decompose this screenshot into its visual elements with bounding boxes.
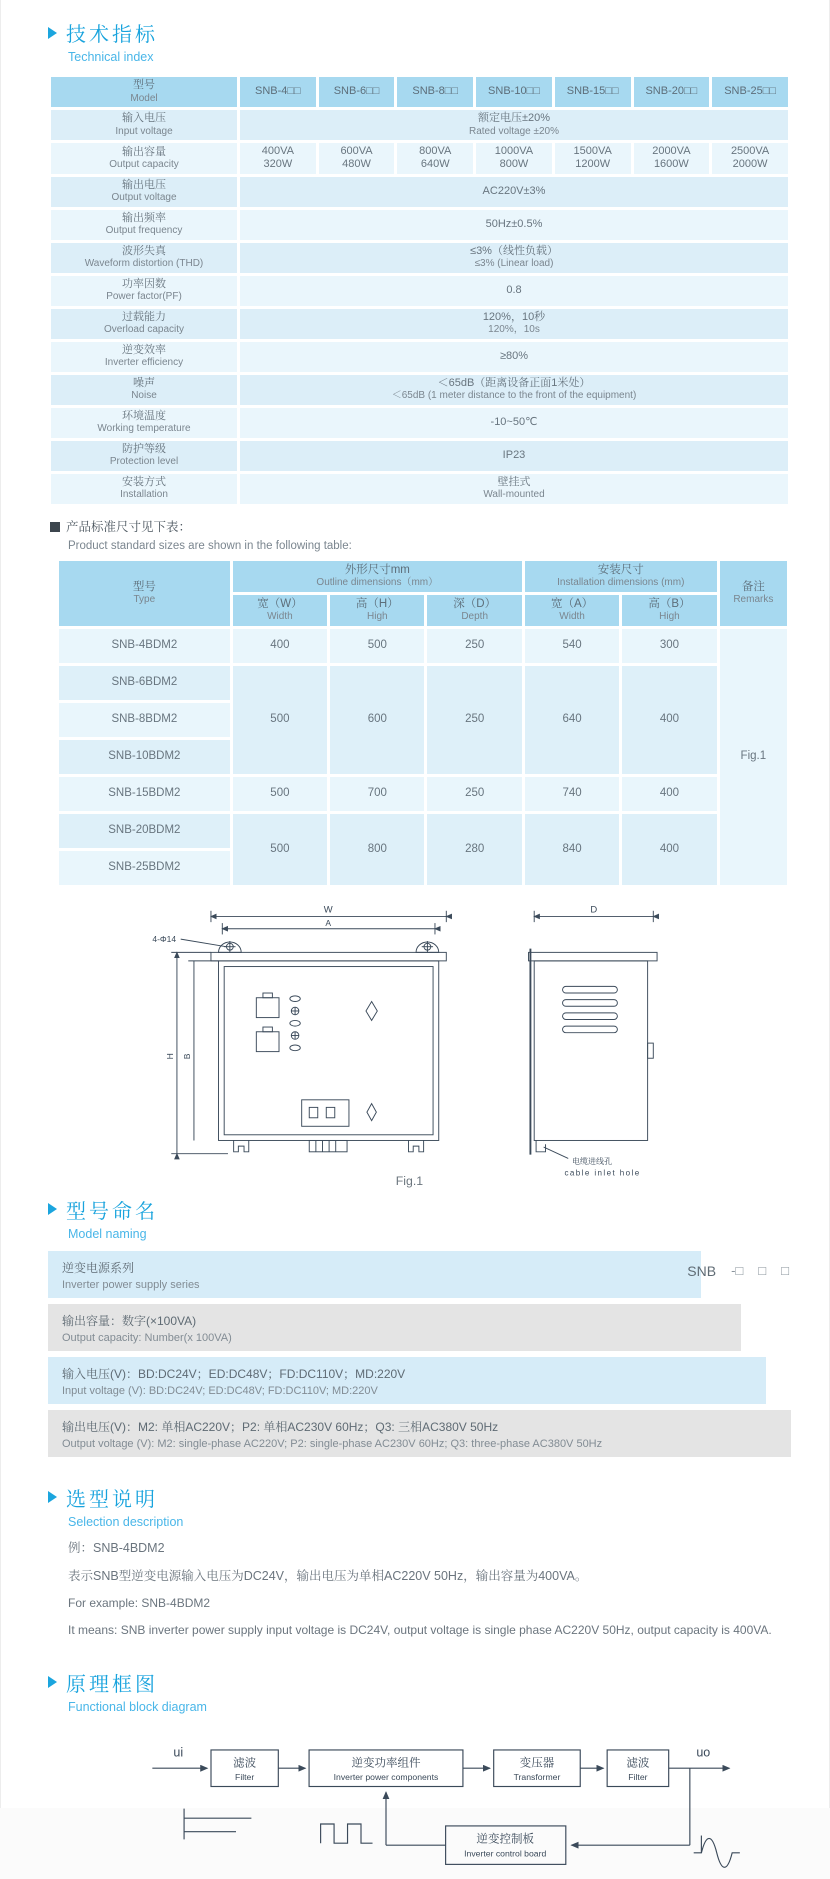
dim-cell: 300 — [622, 629, 716, 663]
dim-cell: 540 — [525, 629, 619, 663]
dim-cell: 250 — [427, 629, 521, 663]
model-name-cell: SNB-20BDM2 — [59, 814, 230, 848]
technical-spec-table — [48, 74, 791, 507]
label-cell: 输出容量 Output capacity — [51, 143, 237, 174]
model-naming-section — [48, 1195, 789, 1457]
block-diagram-drawing — [126, 1724, 746, 1874]
dim-label-b: B — [182, 1053, 193, 1059]
subheader-cell: 深（D） Depth — [427, 595, 521, 626]
dim-cell: 250 — [427, 777, 521, 811]
section-header — [48, 1483, 786, 1512]
figure-caption: Fig.1 — [395, 1173, 424, 1188]
code-box: □ — [781, 1263, 789, 1279]
value-cell: 800VA 640W — [397, 143, 473, 174]
label-cell: 逆变效率 Inverter efficiency — [51, 342, 237, 372]
model-name-cell: SNB-4BDM2 — [59, 629, 230, 663]
filter1-label-zh: 滤波 — [233, 1756, 257, 1769]
model-code — [687, 1263, 789, 1279]
sizes-note: 产品标准尺寸见下表： Product standard sizes are shown in the following table: — [50, 517, 786, 552]
table-row — [51, 441, 788, 471]
model-cell: SNB-25□□ — [712, 77, 788, 107]
table-row — [51, 474, 788, 504]
label-cell: 防护等级 Protection level — [51, 441, 237, 471]
section-arrow-icon — [48, 27, 57, 39]
dim-cell: 600 — [330, 666, 424, 774]
control-board-label-en: Inverter control board — [464, 1848, 547, 1859]
subheader-cell: 宽（W） Width — [233, 595, 327, 626]
model-cell: SNB-6□□ — [319, 77, 395, 107]
label-cell: 噪声 Noise — [51, 375, 237, 405]
dim-label-d: D — [590, 904, 598, 916]
value-cell: 1000VA 800W — [476, 143, 552, 174]
naming-row-capacity: 输出容量：数字(×100VA) Output capacity: Number(x 100VA) — [48, 1304, 741, 1351]
dim-cell: 280 — [427, 814, 521, 885]
value-cell: AC220V±3% — [240, 177, 788, 207]
table-row — [59, 814, 787, 848]
dim-cell: 500 — [330, 629, 424, 663]
model-cell: SNB-4□□ — [240, 77, 316, 107]
naming-row-output-voltage: 输出电压(V)：M2: 单相AC220V；P2: 单相AC230V 60Hz；Q3: 三相AC380V 50Hz Output voltage (V): M2: single-phase AC220V; P2: single-phase AC230V 60Hz; Q3: three-phase AC380V 50Hz — [48, 1410, 791, 1457]
output-signal-label: uo — [696, 1745, 711, 1760]
filter1-label-en: Filter — [235, 1771, 255, 1782]
dim-cell: 500 — [233, 777, 327, 811]
technical-index-section — [48, 18, 786, 1193]
dim-label-a: A — [325, 917, 331, 928]
header-cell-outline: 外形尺寸mm Outline dimensions（mm） — [233, 561, 522, 592]
model-cell: SNB-15□□ — [555, 77, 631, 107]
dim-cell: 400 — [622, 814, 716, 885]
dim-cell: 500 — [233, 814, 327, 885]
value-cell: 2500VA 2000W — [712, 143, 788, 174]
value-cell: 600VA 480W — [319, 143, 395, 174]
value-cell: 2000VA 1600W — [634, 143, 710, 174]
cabinet-drawing — [124, 902, 710, 1188]
inverter-components-label-zh: 逆变功率组件 — [351, 1756, 421, 1769]
cable-inlet-label-zh: 电缆进线孔 — [572, 1156, 613, 1166]
table-row — [51, 309, 788, 339]
value-cell: 0.8 — [240, 276, 788, 306]
section-header — [48, 1668, 786, 1697]
dim-cell: 400 — [233, 629, 327, 663]
model-cell: SNB-20□□ — [634, 77, 710, 107]
table-row — [59, 629, 787, 663]
code-prefix: SNB — [687, 1262, 717, 1279]
value-cell: 120%，10秒 120%，10s — [240, 309, 788, 339]
dim-cell: 500 — [233, 666, 327, 774]
table-row — [51, 375, 788, 405]
value-cell: ≥80% — [240, 342, 788, 372]
value-cell: -10~50℃ — [240, 408, 788, 438]
dimension-figure — [48, 902, 786, 1193]
table-row — [51, 408, 788, 438]
section-title-zh: 技术指标 — [66, 24, 158, 46]
transformer-label-en: Transformer — [513, 1771, 561, 1782]
subheader-cell: 高（B） High — [622, 595, 716, 626]
dim-label-w: W — [323, 904, 333, 916]
dim-cell: 740 — [525, 777, 619, 811]
transformer-label-zh: 变压器 — [519, 1756, 555, 1769]
header-cell-install: 安装尺寸 Installation dimensions (mm) — [525, 561, 717, 592]
value-cell: IP23 — [240, 441, 788, 471]
label-cell: 输出频率 Output frequency — [51, 210, 237, 240]
header-cell-remarks: 备注 Remarks — [720, 561, 787, 626]
dim-label-h: H — [165, 1052, 176, 1059]
section-header — [48, 1195, 786, 1224]
dim-cell: 400 — [622, 666, 716, 774]
model-name-cell: SNB-8BDM2 — [59, 703, 230, 737]
section-arrow-icon — [48, 1676, 57, 1688]
subheader-cell: 高（H） High — [330, 595, 424, 626]
square-bullet-icon — [50, 522, 60, 532]
label-cell: 安装方式 Installation — [51, 474, 237, 504]
model-name-cell: SNB-25BDM2 — [59, 851, 230, 885]
naming-row-input-voltage: 输入电压(V)：BD:DC24V；ED:DC48V；FD:DC110V；MD:220V Input voltage (V): BD:DC24V; ED:DC48V; FD:DC110V; MD:220V — [48, 1357, 766, 1404]
section-title-en: Model naming — [68, 1226, 147, 1241]
section-title-zh: 型号命名 — [66, 1200, 158, 1223]
subheader-cell: 宽（A） Width — [525, 595, 619, 626]
header-cell-model: 型号 Model — [51, 77, 237, 107]
section-header — [48, 18, 786, 47]
section-arrow-icon — [48, 1491, 57, 1503]
dim-cell: 800 — [330, 814, 424, 885]
selection-example-en: For example: SNB-4BDM2 — [68, 1595, 211, 1610]
naming-row-series: 逆变电源系列 Inverter power supply series — [48, 1251, 701, 1298]
value-cell: ≤3%（线性负载） ≤3% (Linear load) — [240, 243, 788, 273]
filter2-label-en: Filter — [628, 1771, 648, 1782]
input-signal-label: ui — [173, 1745, 184, 1760]
sizes-table — [56, 558, 790, 888]
block-diagram-section — [48, 1668, 786, 1879]
table-row — [59, 666, 787, 700]
model-cell: SNB-10□□ — [476, 77, 552, 107]
naming-diagram — [48, 1251, 791, 1457]
section-title-zh: 选型说明 — [66, 1488, 158, 1511]
selection-section — [48, 1483, 786, 1640]
functional-block-diagram — [126, 1724, 786, 1879]
dim-cell: 400 — [622, 777, 716, 811]
code-dash-box: -□ — [731, 1263, 744, 1279]
remark-cell: Fig.1 — [720, 629, 787, 885]
table-row — [51, 110, 788, 140]
value-cell: 400VA 320W — [240, 143, 316, 174]
table-row — [59, 561, 787, 592]
dim-cell: 250 — [427, 666, 521, 774]
cable-inlet-label-en: cable inlet hole — [564, 1167, 641, 1177]
model-name-cell: SNB-10BDM2 — [59, 740, 230, 774]
table-row — [51, 143, 788, 174]
inverter-components-label-en: Inverter power components — [333, 1771, 439, 1782]
dim-cell: 640 — [525, 666, 619, 774]
value-cell: 50Hz±0.5% — [240, 210, 788, 240]
table-row — [51, 177, 788, 207]
model-cell: SNB-8□□ — [397, 77, 473, 107]
table-row — [51, 276, 788, 306]
code-box: □ — [758, 1263, 767, 1279]
label-cell: 输入电压 Input voltage — [51, 110, 237, 140]
value-cell: ＜65dB（距离设备正面1米处） ＜65dB (1 meter distance to the front of the equipment) — [240, 375, 788, 405]
table-row — [51, 77, 788, 107]
section-arrow-icon — [48, 1203, 57, 1215]
section-title-en: Functional block diagram — [68, 1699, 207, 1714]
value-cell: 1500VA 1200W — [555, 143, 631, 174]
selection-meaning-en: It means: SNB inverter power supply input voltage is DC24V, output voltage is single phase AC220V 50Hz, output capacity is 400VA. — [68, 1623, 772, 1638]
label-cell: 输出电压 Output voltage — [51, 177, 237, 207]
header-cell-type: 型号 Type — [59, 561, 230, 626]
label-cell: 环境温度 Working temperature — [51, 408, 237, 438]
model-name-cell: SNB-15BDM2 — [59, 777, 230, 811]
model-name-cell: SNB-6BDM2 — [59, 666, 230, 700]
dim-cell: 840 — [525, 814, 619, 885]
value-cell: 壁挂式 Wall-mounted — [240, 474, 788, 504]
section-title-en: Selection description — [68, 1514, 184, 1529]
selection-meaning-zh: 表示SNB型逆变电源输入电压为DC24V，输出电压为单相AC220V 50Hz，输出容量为400VA。 — [68, 1568, 588, 1583]
section-title-zh: 原理框图 — [66, 1673, 158, 1696]
selection-example-zh: 例：SNB-4BDM2 — [68, 1540, 165, 1555]
label-cell: 波形失真 Waveform distortion (THD) — [51, 243, 237, 273]
holes-label: 4-Φ14 — [152, 933, 177, 944]
table-row — [51, 342, 788, 372]
section-title-en: Technical index — [68, 50, 154, 64]
table-row — [51, 210, 788, 240]
table-row — [59, 777, 787, 811]
filter2-label-zh: 滤波 — [626, 1756, 650, 1769]
label-cell: 过载能力 Overload capacity — [51, 309, 237, 339]
table-row — [51, 243, 788, 273]
label-cell: 功率因数 Power factor(PF) — [51, 276, 237, 306]
dim-cell: 700 — [330, 777, 424, 811]
value-cell: 额定电压±20% Rated voltage ±20% — [240, 110, 788, 140]
control-board-label-zh: 逆变控制板 — [476, 1832, 535, 1845]
